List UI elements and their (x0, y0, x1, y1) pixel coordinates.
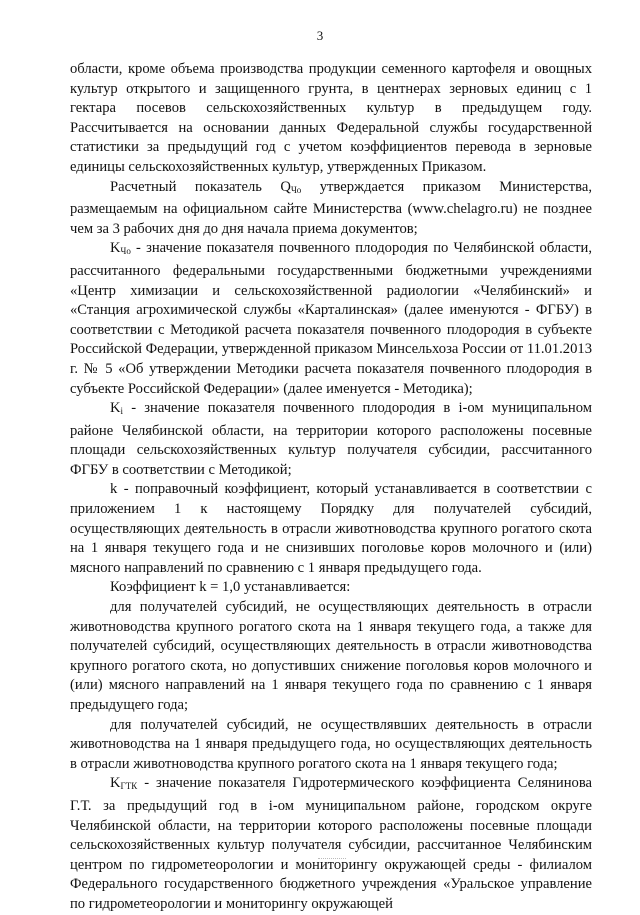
paragraph-text: k - поправочный коэффициент, который устанавливается в соответствии с приложением 1 к настоящему Порядку для получателей субсидий, осуществляющих деятельность в отрасли животноводства крупного рогатого скота на 1 января текущего года и не снизивших поголовье коров молочного и (или) мясного направлений по сравнению с 1 января предыдущего года. (70, 481, 592, 576)
paragraph (70, 239, 592, 399)
scan-artifact (318, 858, 346, 862)
paragraph (70, 178, 592, 240)
subscript-text: Чо (290, 184, 302, 195)
paragraph-text: K (110, 400, 121, 417)
paragraph (70, 399, 592, 480)
document-body (70, 60, 592, 915)
subscript-text: Чо (120, 246, 131, 257)
paragraph-text: - значение показателя почвенного плодородия в i-ом муниципальном районе Челябинской области, на территории которого расположены посевные площади сельскохозяйственных культур получателя субсидии, рассчитанного ФГБУ в соответствии с Методикой; (70, 400, 592, 478)
subscript-text: i (120, 406, 124, 417)
paragraph (70, 716, 592, 775)
paragraph (70, 774, 592, 914)
paragraph-text: Коэффициент k = 1,0 устанавливается: (110, 579, 351, 596)
paragraph-text: Расчетный показатель Q (110, 178, 291, 195)
paragraph (70, 598, 592, 716)
paragraph (70, 60, 592, 178)
paragraph-text: K (110, 240, 121, 257)
paragraph-text: для получателей субсидий, не осуществляющих деятельность в отрасли животноводства крупного рогатого скота на 1 января текущего года, а также для получателей субсидий, осуществляющих деятельность в отрасли животноводства крупного рогатого скота, но допустивших снижение поголовья коров молочного и (или) мясного направлений на 1 января текущего года по сравнению с 1 января предыдущего года; (70, 599, 592, 713)
page-number: 3 (316, 28, 324, 43)
paragraph-text: для получателей субсидий, не осуществлявших деятельность в отрасли животноводства на 1 января предыдущего года, но осуществляющих деятельность в отрасли животноводства крупного рогатого скота на 1 января текущего года; (70, 716, 592, 772)
paragraph-text: области, кроме объема производства продукции семенного картофеля и овощных культур открытого и защищенного грунта, в центнерах зерновых единиц с 1 гектара посевов сельскохозяйственных культур в предыдущем году. Рассчитывается на основании данных Федеральной службы государственной статистики за предыдущий год с учетом коэффициентов перевода в зерновые единицы сельскохозяйственных культур, утвержденных Приказом. (70, 61, 592, 175)
paragraph-text: K (110, 775, 121, 792)
paragraph (70, 480, 592, 578)
paragraph-text: - значение показателя почвенного плодородия по Челябинской области, рассчитанного федеральными государственными бюджетными учреждениями «Центр химизации и сельскохозяйственной радиологии «Челябинский» и «Станция агрохимической службы «Карталинская» (далее именуются - ФГБУ) в соответствии с Методикой расчета показателя почвенного плодородия в субъекте Российской Федерации, утвержденной приказом Минсельхоза России от 11.01.2013 г. № 5 «Об утверждении Методики расчета показателя почвенного плодородия в субъекте Российской Федерации» (далее именуется - Методика); (70, 240, 592, 397)
subscript-text: ГТК (120, 781, 138, 792)
paragraph-text: - значение показателя Гидротермического коэффициента Селянинова Г.Т. за предыдущий год в i-ом муниципальном районе, городском округе Челябинской области, на территории которого расположены посевные площади сельскохозяйственных культур получателя субсидии, рассчитанное Челябинским центром по гидрометеорологии и мониторингу окружающей среды - филиалом Федерального государственного бюджетного учреждения «Уральское управление по гидрометеорологии и мониторингу окружающей (70, 775, 592, 912)
paragraph-text: утверждается приказом Министерства, размещаемым на официальном сайте Министерства (www.chelagro.ru) не позднее чем за 3 рабочих дня до дня начала приема документов; (70, 178, 592, 237)
paragraph (70, 578, 592, 598)
